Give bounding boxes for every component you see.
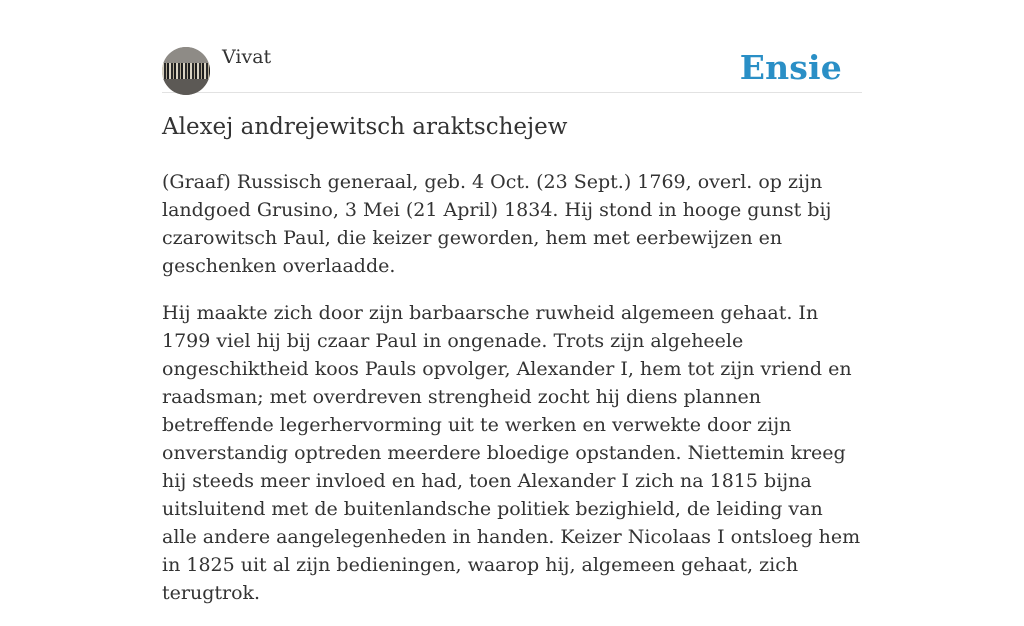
brand-logo[interactable]: Ensie bbox=[739, 48, 842, 87]
paragraph: Hij maakte zich door zijn barbaarsche ruwheid algemeen gehaat. In 1799 viel hij bij czaar Paul in ongenade. Trots zijn algeheele ongeschiktheid koos Pauls opvolger, Alexander I, hem tot zijn vriend en raadsman; met overdreven strengheid zocht hij diens plannen betreffende legerhervorming uit te werken en verwekte door zijn onverstandig optreden meerdere bloedige opstanden. Niettemin kreeg hij steeds meer invloed en had, toen Alexander I zich na 1815 bijna uitsluitend met de buitenlandsche politiek bezighield, de leiding van alle andere aangelegenheden in handen. Keizer Nicolaas I ontsloeg hem in 1825 uit al zijn bedieningen, waarop hij, algemeen gehaat, zich terugtrok. bbox=[162, 302, 861, 604]
avatar[interactable] bbox=[162, 47, 210, 95]
author-name[interactable]: Vivat bbox=[222, 46, 272, 68]
books-image bbox=[162, 63, 210, 79]
article-title: Alexej andrejewitsch araktschejew bbox=[162, 114, 568, 140]
paragraph: (Graaf) Russisch generaal, geb. 4 Oct. (23 Sept.) 1769, overl. op zijn landgoed Grusino, 3 Mei (21 April) 1834. Hij stond in hooge gunst bij czarowitsch Paul, die keizer geworden, hem met eerbewijzen en geschenken overlaadde. bbox=[162, 171, 832, 277]
avatar-shelf bbox=[162, 79, 210, 95]
site-header bbox=[162, 0, 862, 93]
avatar-background bbox=[162, 47, 210, 63]
article-body bbox=[162, 168, 862, 626]
